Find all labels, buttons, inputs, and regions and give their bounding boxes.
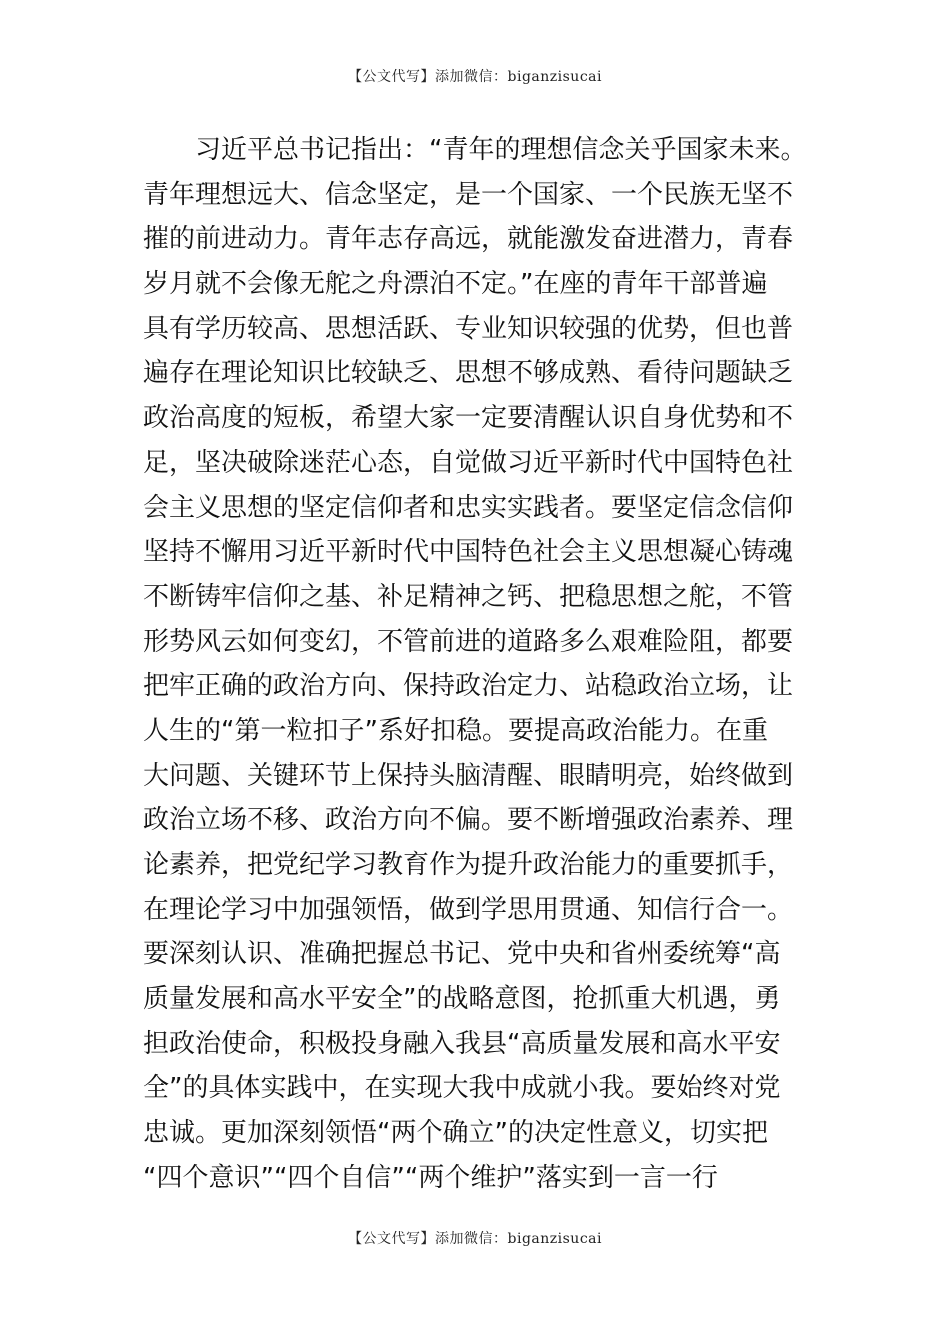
body-line: 具有学历较高、思想活跃、专业知识较强的优势，但也普: [143, 313, 794, 344]
body-line: 大问题、关键环节上保持头脑清醒、眼睛明亮，始终做到: [143, 760, 794, 791]
body-line: 质量发展和高水平安全”的战略意图，抢抓重大机遇，勇: [143, 984, 781, 1015]
body-line: 不断铸牢信仰之基、补足精神之钙、把稳思想之舵，不管: [143, 581, 794, 612]
body-line: 论素养，把党纪学习教育作为提升政治能力的重要抓手，: [143, 850, 794, 880]
page-footer: 【公文代写】添加微信：biganzisucai: [348, 1231, 602, 1247]
body-line: 要深刻认识、准确把握总书记、党中央和省州委统筹“高: [143, 939, 781, 970]
body-line: 岁月就不会像无舵之舟漂泊不定。”在座的青年干部普遍: [143, 269, 768, 300]
body-line: 摧的前进动力。青年志存高远，就能激发奋进潜力，青春: [143, 224, 794, 255]
body-line: 青年理想远大、信念坚定，是一个国家、一个民族无坚不: [143, 179, 794, 210]
page-header: 【公文代写】添加微信：biganzisucai: [348, 69, 602, 85]
body-line: 在理论学习中加强领悟，做到学思用贯通、知信行合一。: [143, 894, 794, 925]
body-line: 忠诚。更加深刻领悟“两个确立”的决定性意义，切实把: [143, 1118, 768, 1149]
body-line: 会主义思想的坚定信仰者和忠实实践者。要坚定信念信仰: [143, 492, 794, 523]
body-line: 习近平总书记指出：“青年的理想信念关乎国家未来。: [143, 135, 807, 165]
body-line: 全”的具体实践中，在实现大我中成就小我。要始终对党: [143, 1073, 781, 1104]
body-line: 遍存在理论知识比较缺乏、思想不够成熟、看待问题缺乏: [143, 358, 794, 389]
body-line: 人生的“第一粒扣子”系好扣稳。要提高政治能力。在重: [143, 715, 768, 746]
body-line: 担政治使命，积极投身融入我县“高质量发展和高水平安: [143, 1028, 781, 1059]
body-line: “四个意识”“四个自信”“两个维护”落实到一言一行: [143, 1162, 718, 1193]
body-line: 形势风云如何变幻，不管前进的道路多么艰难险阻，都要: [143, 626, 794, 657]
document-body: [143, 128, 811, 1201]
body-line: 把牢正确的政治方向、保持政治定力、站稳政治立场，让: [143, 671, 794, 702]
body-line: 政治立场不移、政治方向不偏。要不断增强政治素养、理: [143, 805, 794, 836]
body-line: 坚持不懈用习近平新时代中国特色社会主义思想凝心铸魂: [143, 537, 794, 568]
body-line: 政治高度的短板，希望大家一定要清醒认识自身优势和不: [143, 403, 794, 434]
body-line: 足，坚决破除迷茫心态，自觉做习近平新时代中国特色社: [143, 447, 794, 478]
